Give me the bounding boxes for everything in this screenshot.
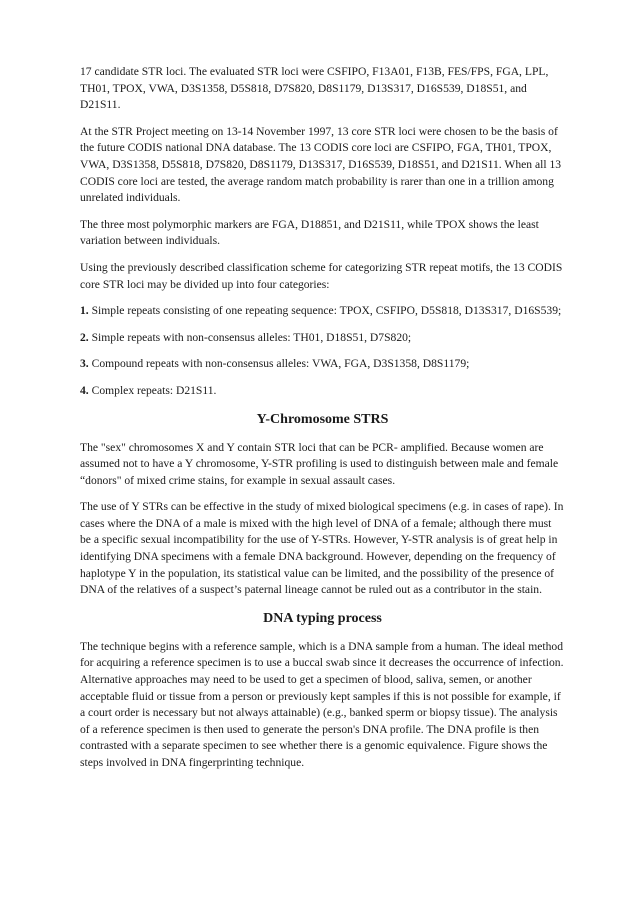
paragraph-polymorphic-markers: The three most polymorphic markers are FGA, D18851, and D21S11, while TPOX shows the least variation between individuals. (80, 217, 539, 248)
paragraph-dna-typing-technique: The technique begins with a reference sample, which is a DNA sample from a human. The ideal method for acquiring a reference specimen is to use a buccal swab since it decreases the occurrence of infection. Alternative approaches may need to be used to get a specimen of blood, saliva, semen, or another acceptable fluid or tissue from a person or previously kept samples if this is not possible for example, if a court order is necessary but not always attainable) (e.g., banked sperm or biopsy tissue). The analysis of a reference specimen is then used to generate the person's DNA profile. The DNA profile is then contrasted with a separate specimen to see whether there is a genomic equivalence. Figure shows the steps involved in DNA fingerprinting technique. (80, 639, 564, 769)
category-text: Complex repeats: D21S11. (88, 383, 217, 397)
category-item (80, 383, 565, 400)
category-item (80, 356, 565, 373)
paragraph-codis-core-loci: At the STR Project meeting on 13-14 November 1997, 13 core STR loci were chosen to be the basis of the future CODIS national DNA database. The 13 CODIS core loci are CSFIPO, FGA, TH01, TPOX, VWA, D3S1358, D5S818, D7S820, D8S1179, D13S317, D16S539, D18S51, and D21S11. When all 13 CODIS core loci are tested, the average random match probability is rarer than one in a trillion among unrelated individuals. (80, 124, 562, 205)
paragraph-classification-intro: Using the previously described classification scheme for categorizing STR repeat motifs, the 13 CODIS core STR loci may be divided up into four categories: (80, 260, 563, 291)
category-text: Simple repeats with non-consensus alleles: TH01, D18S51, D7S820; (88, 330, 412, 344)
section-heading-dna-typing: DNA typing process (263, 610, 382, 626)
category-text: Compound repeats with non-consensus alleles: VWA, FGA, D3S1358, D8S1179; (88, 357, 470, 371)
document-page (80, 64, 565, 782)
category-number: 2. (80, 330, 89, 344)
category-text: Simple repeats consisting of one repeating sequence: TPOX, CSFIPO, D5S818, D13S317, D16S539; (88, 304, 562, 318)
category-item (80, 303, 565, 320)
category-number: 3. (80, 357, 89, 371)
paragraph-sex-chromosomes: The "sex" chromosomes X and Y contain STR loci that can be PCR- amplified. Because women are assumed not to have a Y chromosome, Y-STR profiling is used to distinguish between male and female “donors" of mixed crime stains, for example in sexual assault cases. (80, 440, 559, 487)
paragraph-str-loci-list: 17 candidate STR loci. The evaluated STR loci were CSFIPO, F13A01, F13B, FES/FPS, FGA, LPL, TH01, TPOX, VWA, D3S1358, D5S818, D7S820, D8S1179, D13S317, D16S539, D18S51, and D21S11. (80, 65, 549, 112)
category-number: 4. (80, 383, 89, 397)
category-item (80, 330, 565, 347)
paragraph-y-str-usage: The use of Y STRs can be effective in the study of mixed biological specimens (e.g. in cases of rape). In cases where the DNA of a male is mixed with the high level of DNA of a female; although there must be a specific sexual incompatibility for the use of Y-STRs. However, Y-STR analysis is of great help in identifying DNA specimens with a female DNA background. However, depending on the frequency of haplotype Y in the population, its statistical value can be limited, and the possibility of the presence of DNA of the relatives of a suspect’s paternal lineage cannot be ruled out as a contributor in the stain. (80, 500, 564, 597)
category-number: 1. (80, 304, 89, 318)
section-heading-y-chromosome: Y-Chromosome STRS (256, 411, 389, 427)
